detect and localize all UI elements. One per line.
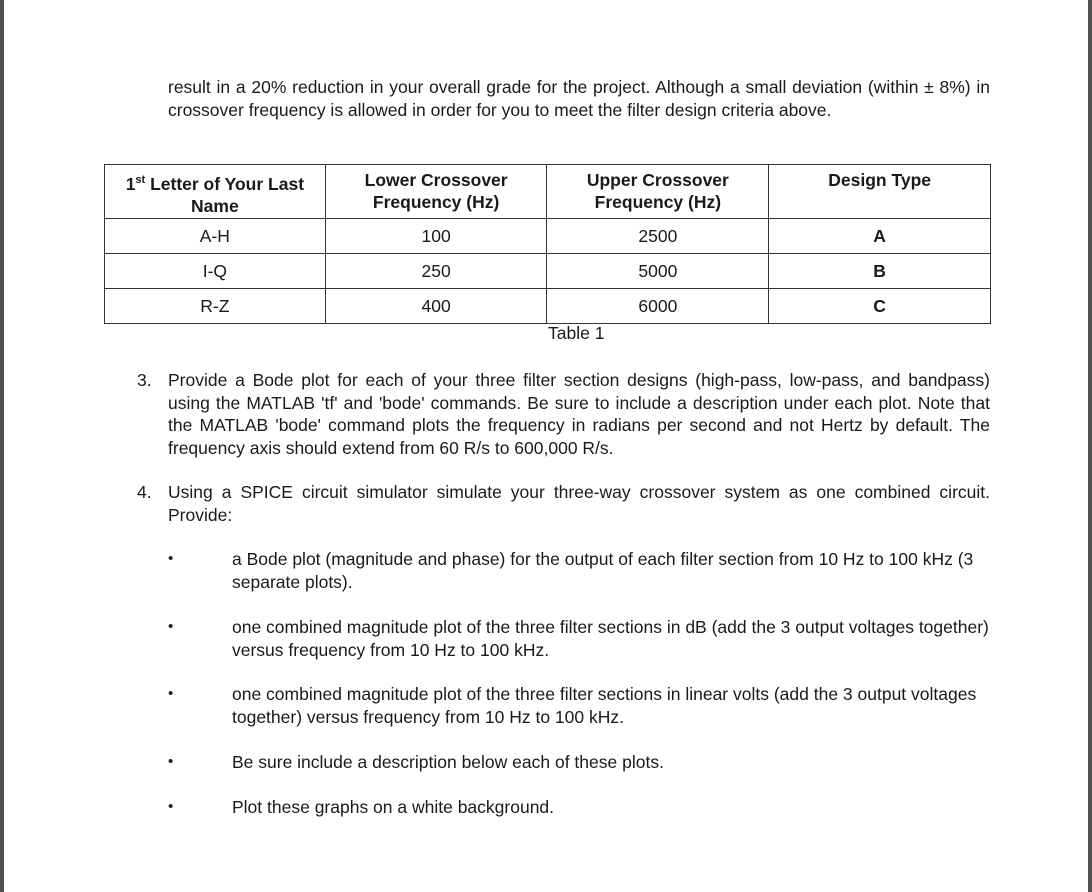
bullet-icon: • [168, 685, 174, 702]
cell-upper-freq: 5000 [547, 254, 769, 289]
table-row [105, 254, 991, 289]
intro-paragraph: result in a 20% reduction in your overall grade for the project. Although a small deviation (within ± 8%) in crossover frequency is allowed in order for you to meet the filter design criteria above. [168, 77, 990, 120]
cell-lower-freq: 400 [325, 289, 547, 324]
bullet-text: Be sure include a description below each of these plots. [232, 752, 664, 772]
cell-upper-freq: 2500 [547, 219, 769, 254]
cell-name-range: A-H [105, 219, 326, 254]
list-item-text: Provide a Bode plot for each of your three filter section designs (high-pass, low-pass, and bandpass) using the MATLAB 'tf' and 'bode' commands. Be sure to include a description under each plot. Note that the MATLAB 'bode' command plots the frequency in radians per second and not Hertz by default. The frequency axis should extend from 60 R/s to 600,000 R/s. [168, 370, 990, 458]
list-item-text: Using a SPICE circuit simulator simulate your three-way crossover system as one combined circuit. Provide: [168, 482, 990, 525]
table-caption: Table 1 [548, 323, 605, 343]
bullet-text: Plot these graphs on a white background. [232, 797, 555, 817]
cell-design-type: C [769, 289, 991, 324]
cell-design-type: A [769, 219, 991, 254]
bullet-icon: • [168, 550, 174, 567]
cell-name-range: I-Q [105, 254, 326, 289]
bullet-icon: • [168, 798, 174, 815]
bullet-icon: • [168, 618, 174, 635]
bullet-text: one combined magnitude plot of the three filter sections in linear volts (add the 3 output voltages together) versus frequency from 10 Hz to 100 kHz. [232, 684, 977, 727]
table-header-row [105, 165, 991, 219]
header-last-name-letter [105, 165, 326, 219]
table-row [105, 219, 991, 254]
header-first-part-sup: st [135, 174, 146, 186]
header-design-type: Design Type [769, 165, 991, 219]
header-upper-crossover: Upper Crossover Frequency (Hz) [547, 165, 769, 219]
bullet-text: a Bode plot (magnitude and phase) for the output of each filter section from 10 Hz to 100 kHz (3 separate plots). [232, 549, 974, 592]
bullet-text: one combined magnitude plot of the three filter sections in dB (add the 3 output voltages together) versus frequency from 10 Hz to 100 kHz. [232, 617, 989, 660]
header-first-part-pre: 1 [125, 173, 136, 194]
list-item-number: 3. [137, 370, 152, 390]
cell-lower-freq: 100 [325, 219, 547, 254]
list-item-number: 4. [137, 482, 152, 502]
cell-upper-freq: 6000 [547, 289, 769, 324]
table-row [105, 289, 991, 324]
bullet-icon: • [168, 753, 174, 770]
cell-lower-freq: 250 [325, 254, 547, 289]
crossover-table [104, 164, 991, 324]
header-lower-crossover: Lower Crossover Frequency (Hz) [325, 165, 547, 219]
cell-name-range: R-Z [105, 289, 326, 324]
cell-design-type: B [769, 254, 991, 289]
header-first-part-post: Letter of Your Last Name [145, 173, 305, 216]
